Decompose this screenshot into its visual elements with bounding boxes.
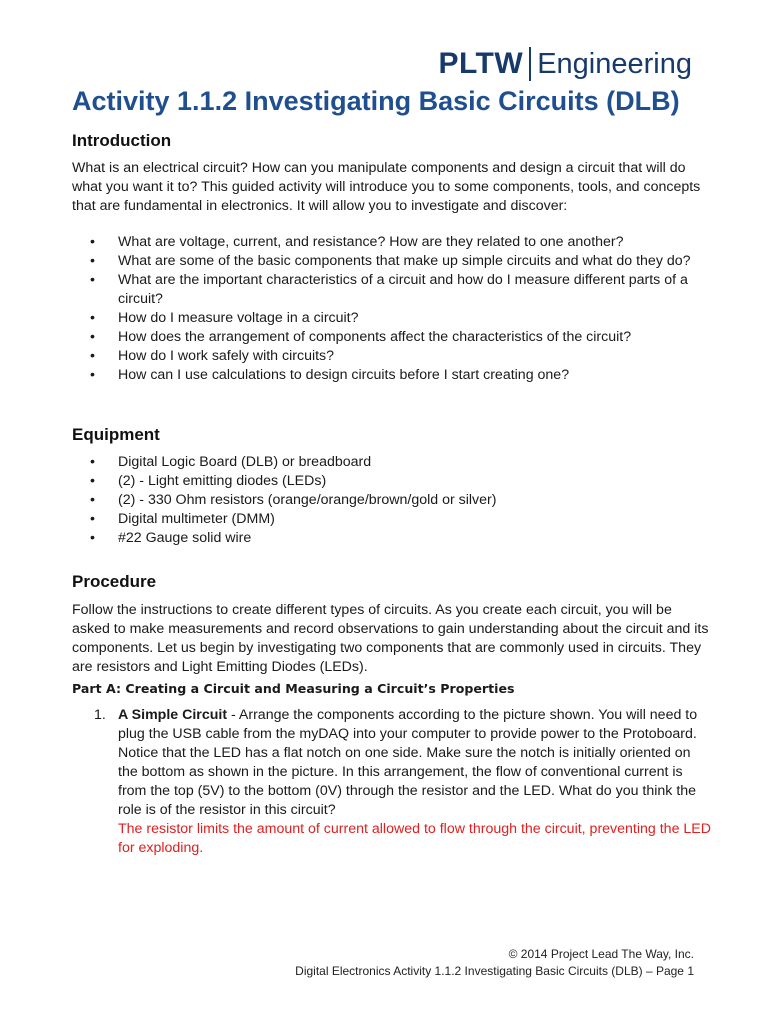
step-text: - Arrange the components according to the picture shown. You will need to plug the USB cable from the myDAQ into your computer to provide power to the Protoboard. Notice that the LED has a flat notch on one side. Make sure the notch is initially oriented on the bottom as shown in the picture. In this arrangement, the flow of conventional current is from the top (5V) to the bottom (0V) through the resistor and the LED. What do you think the role is of the resistor in this circuit? [118, 707, 698, 818]
list-item: • #22 Gauge solid wire [72, 529, 712, 548]
list-item: • How can I use calculations to design circuits before I start creating one? [72, 366, 712, 385]
list-item: • How does the arrangement of components affect the characteristics of the circuit? [72, 328, 712, 347]
list-item: • Digital Logic Board (DLB) or breadboard [72, 453, 712, 472]
step-title: A Simple Circuit [118, 707, 228, 723]
page-title: Activity 1.1.2 Investigating Basic Circuits (DLB) [72, 86, 680, 116]
list-item: • How do I work safely with circuits? [72, 347, 712, 366]
list-item: • (2) - 330 Ohm resistors (orange/orange/brown/gold or silver) [72, 491, 712, 510]
footer-page-line: Digital Electronics Activity 1.1.2 Investigating Basic Circuits (DLB) – Page 1 [295, 964, 694, 978]
answer-text: The resistor limits the amount of current allowed to flow through the circuit, preventing the LED for exploding. [118, 821, 712, 856]
step-body [118, 706, 712, 858]
logo-divider [529, 47, 531, 81]
step-number: 1. [94, 707, 106, 723]
introduction-question-list [72, 233, 712, 385]
list-item: • What are voltage, current, and resistance? How are they related to one another? [72, 233, 712, 252]
logo-brand: PLTW [438, 47, 524, 80]
list-item: • What are the important characteristics of a circuit and how do I measure different parts of a circuit? [72, 271, 712, 309]
procedure-heading: Procedure [72, 572, 157, 591]
pltw-engineering-logo [438, 44, 692, 84]
list-item: • What are some of the basic components that make up simple circuits and what do they do? [72, 252, 712, 271]
list-item: • Digital multimeter (DMM) [72, 510, 712, 529]
equipment-list [72, 453, 712, 548]
equipment-heading: Equipment [72, 425, 160, 444]
footer-copyright: © 2014 Project Lead The Way, Inc. [508, 947, 694, 961]
list-item: • (2) - Light emitting diodes (LEDs) [72, 472, 712, 491]
part-a-heading: Part A: Creating a Circuit and Measuring a Circuit’s Properties [72, 681, 515, 696]
step-1 [72, 706, 712, 858]
introduction-heading: Introduction [72, 131, 172, 150]
page-footer [295, 946, 694, 980]
logo-subtitle: Engineering [537, 47, 692, 80]
list-item: • How do I measure voltage in a circuit? [72, 309, 712, 328]
introduction-paragraph: What is an electrical circuit? How can you manipulate components and design a circuit that will do what you want it to? This guided activity will introduce you to some components, tools, and concepts that are fundamental in electronics. It will allow you to investigate and discover: [72, 160, 701, 214]
procedure-paragraph: Follow the instructions to create different types of circuits. As you create each circuit, you will be asked to make measurements and record observations to gain understanding about the circuit and its components. Let us begin by investigating two components that are commonly used in circuits. They are resistors and Light Emitting Diodes (LEDs). [72, 602, 709, 675]
